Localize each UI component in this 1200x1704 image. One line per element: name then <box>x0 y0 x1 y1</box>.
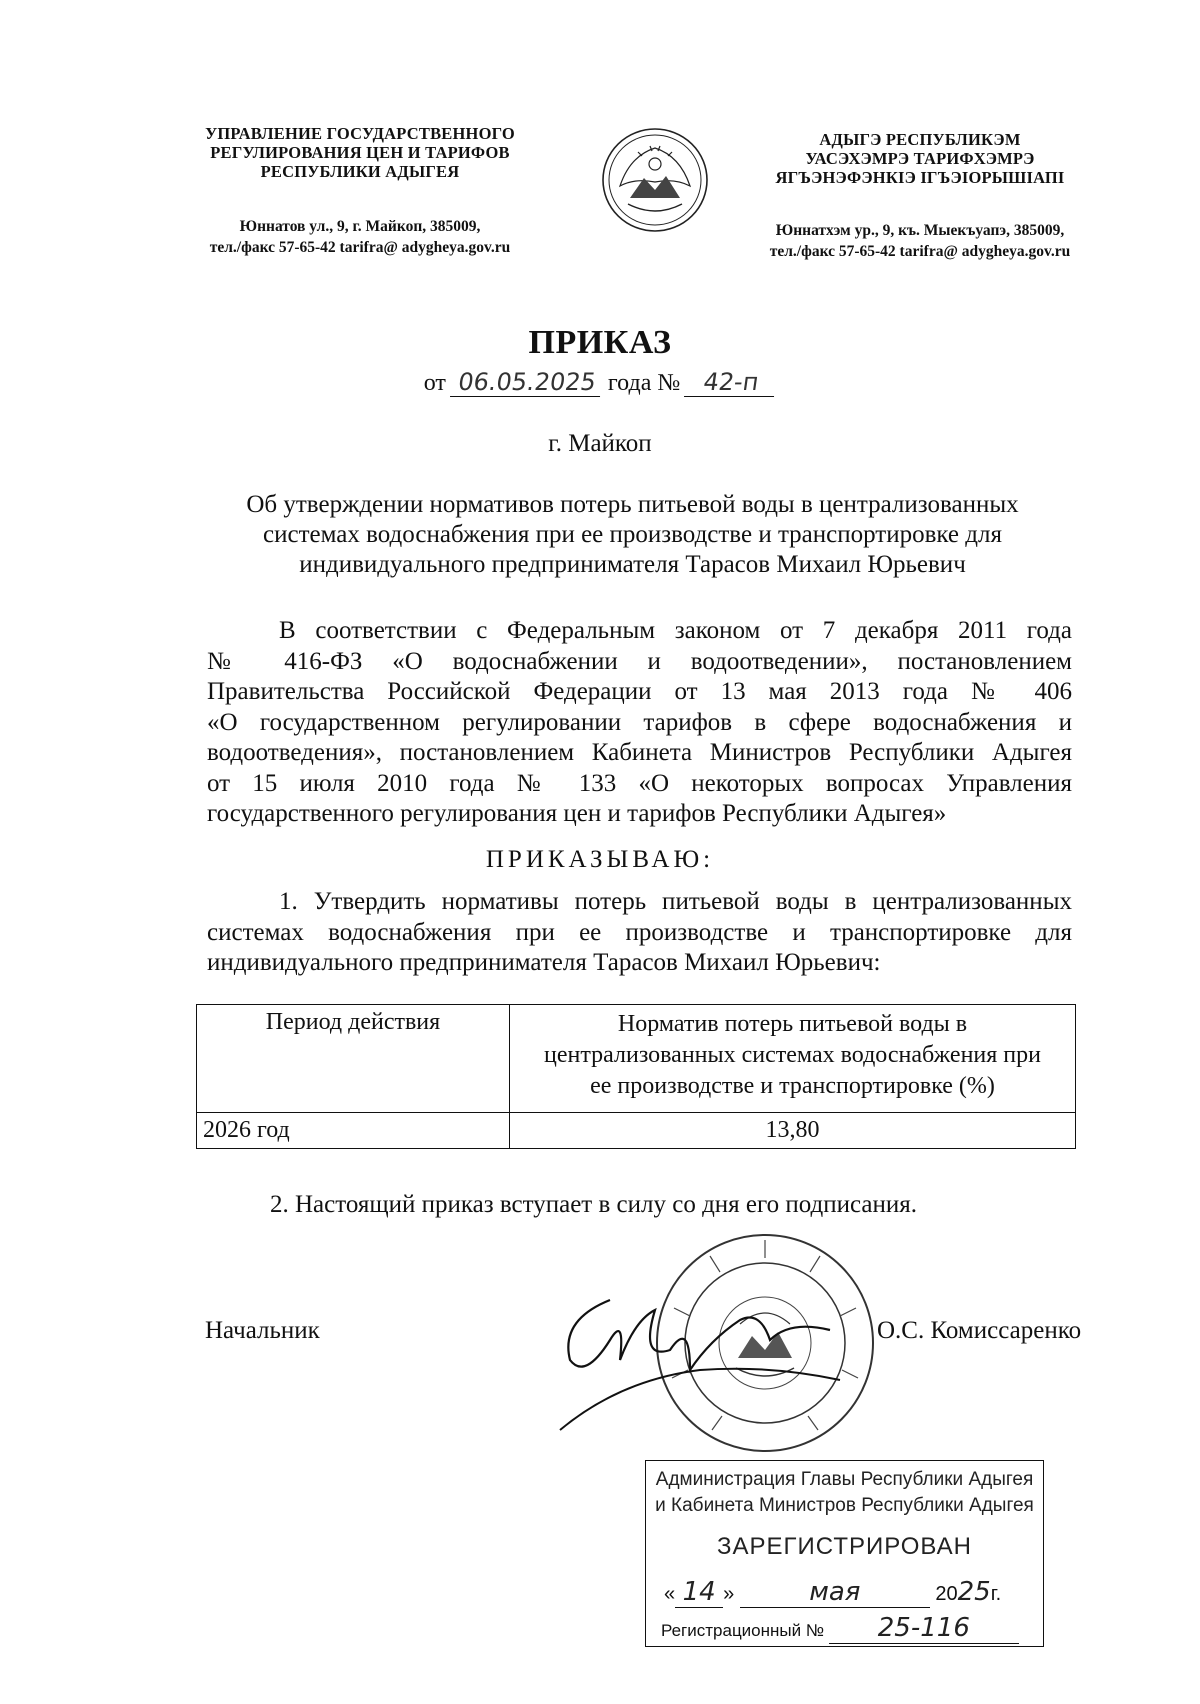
table-row <box>197 1113 1076 1149</box>
left-org-name <box>150 124 570 181</box>
clause-1-line: системах водоснабжения при ее производстве и транспортировке для <box>207 918 1072 946</box>
subject-line: Об утверждении нормативов потерь питьевой воды в централизованных <box>246 491 1019 518</box>
date-prefix: от <box>423 370 446 396</box>
preamble-line: В соответствии с Федеральным законом от 7 декабря 2011 года <box>279 617 1072 644</box>
city: г. Майкоп <box>548 430 652 457</box>
reg-year-unit: г. <box>990 1583 1002 1605</box>
reg-number-row <box>661 1613 1019 1644</box>
right-org-line: УАСЭХЭМРЭ ТАРИФХЭМРЭ <box>805 149 1035 168</box>
reg-line-1: Администрация Главы Республики Адыгея <box>655 1469 1034 1490</box>
norms-table <box>196 1004 1076 1149</box>
signer-name: О.С. Комиссаренко <box>877 1317 1082 1344</box>
right-org-name <box>730 130 1110 187</box>
right-org-line: ЯГЪЭНЭФЭНКIЭ IГЪЭIОРЫШIАПI <box>775 168 1065 187</box>
subject-line: системах водоснабжения при ее производстве и транспортировке для <box>263 521 1002 548</box>
reg-month: мая <box>740 1577 930 1608</box>
reg-day-close-quote: » <box>723 1583 735 1605</box>
right-address-line: Юннатхэм ур., 9, къ. Мыекъуапэ, 385009, <box>775 222 1065 239</box>
reg-day: 14 <box>675 1577 723 1608</box>
subject-line: индивидуального предпринимателя Тарасов Михаил Юрьевич <box>299 551 966 578</box>
reg-day-open-quote: « <box>664 1583 676 1605</box>
signature <box>540 1280 900 1450</box>
clause-1-line: 1. Утвердить нормативы потерь питьевой воды в централизованных <box>279 888 1072 915</box>
position-title: Начальник <box>205 1317 320 1344</box>
right-address-line: тел./факс 57-65-42 tarifra@ adygheya.gov.ru <box>769 243 1071 260</box>
clause-1-line: индивидуального предпринимателя Тарасов Михаил Юрьевич: <box>207 949 881 976</box>
reg-number: 25-116 <box>829 1613 1019 1644</box>
date-number-line <box>0 368 1200 397</box>
left-org-address <box>150 216 570 258</box>
reg-year: 25 <box>957 1577 991 1607</box>
left-org-line: РЕГУЛИРОВАНИЯ ЦЕН И ТАРИФОВ <box>210 143 510 162</box>
reg-date <box>664 1577 1034 1608</box>
clause-1 <box>207 887 1072 979</box>
preamble <box>207 616 1072 830</box>
order-word: ПРИКАЗЫВАЮ: <box>485 846 715 873</box>
preamble-line: от 15 июля 2010 года № 133 «О некоторых вопросах Управления <box>207 769 1072 797</box>
subject <box>200 490 1065 580</box>
registration-stamp <box>645 1460 1044 1647</box>
reg-line-2: и Кабинета Министров Республики Адыгея <box>655 1495 1034 1516</box>
left-org-line: УПРАВЛЕНИЕ ГОСУДАРСТВЕННОГО <box>205 124 515 143</box>
col-norm-header: Норматив потерь питьевой воды в централизованных системах водоснабжения при ее производстве и транспортировке (%) <box>510 1005 1076 1113</box>
left-address-line: Юннатов ул., 9, г. Майкоп, 385009, <box>239 218 481 235</box>
cell-norm-value: 13,80 <box>510 1113 1076 1149</box>
document-title: ПРИКАЗ <box>528 324 672 361</box>
table-header-row <box>197 1005 1076 1113</box>
preamble-line: Правительства Российской Федерации от 13 мая 2013 года № 406 <box>207 678 1072 705</box>
preamble-line: № 416-ФЗ «О водоснабжении и водоотведении», постановлением <box>207 647 1072 675</box>
clause-2: 2. Настоящий приказ вступает в силу со дня его подписания. <box>270 1191 918 1218</box>
order-number: 42-п <box>684 368 778 397</box>
reg-number-label: Регистрационный № <box>661 1621 825 1640</box>
reg-year-prefix: 20 <box>935 1583 958 1605</box>
reg-status: ЗАРЕГИСТРИРОВАН <box>717 1533 972 1560</box>
left-address-line: тел./факс 57-65-42 tarifra@ adygheya.gov.ru <box>209 239 511 256</box>
cell-period: 2026 год <box>197 1113 510 1149</box>
preamble-line: «О государственном регулировании тарифов в сфере водоснабжения и <box>207 708 1072 736</box>
right-org-address <box>720 220 1120 262</box>
year-label: года № <box>607 370 681 396</box>
order-date: 06.05.2025 <box>450 368 604 397</box>
coat-of-arms-emblem <box>600 126 710 234</box>
left-org-line: РЕСПУБЛИКИ АДЫГЕЯ <box>260 162 460 181</box>
preamble-line: водоотведения», постановлением Кабинета Министров Республики Адыгея <box>207 739 1072 766</box>
preamble-line: государственного регулирования цен и тарифов Республики Адыгея» <box>207 800 947 827</box>
col-period-header: Период действия <box>197 1005 510 1113</box>
right-org-line: АДЫГЭ РЕСПУБЛИКЭМ <box>819 130 1021 149</box>
